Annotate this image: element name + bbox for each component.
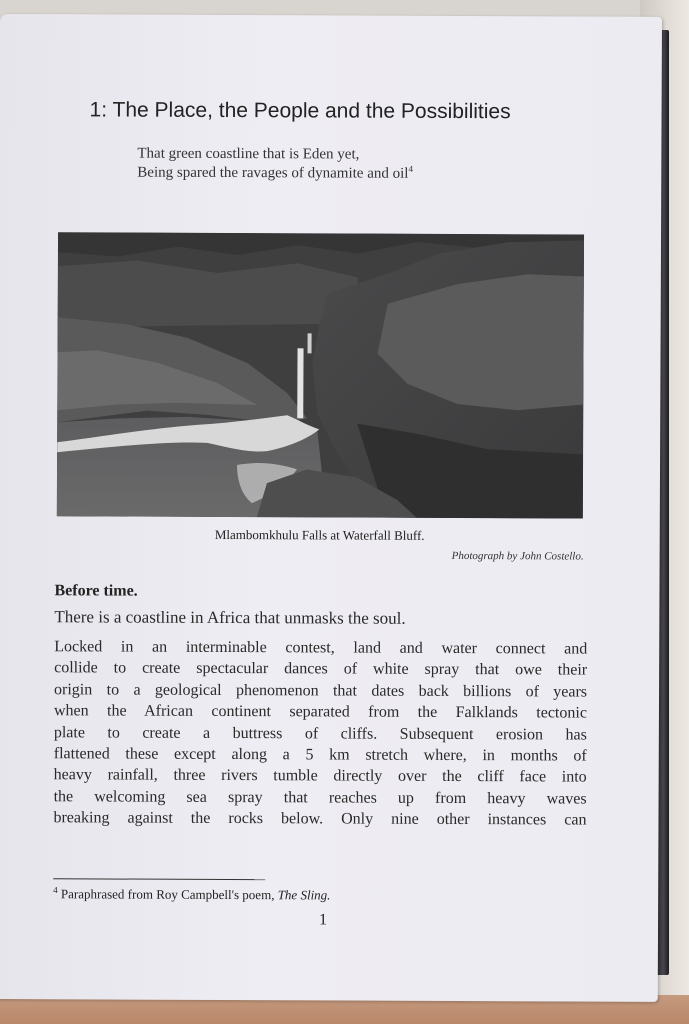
epigraph-line-2-text: Being spared the ravages of dynamite and oil	[137, 164, 409, 182]
chapter-title: 1: The Place, the People and the Possibilities	[89, 98, 511, 124]
epigraph-footnote-marker: 4	[408, 163, 414, 174]
body-line: Locked in an interminable contest, land and water connect and	[54, 638, 588, 658]
body-line: origin to a geological phenomenon that dates back billions of years	[54, 681, 588, 701]
book-page	[0, 14, 662, 1002]
body-line: plate to create a buttress of cliffs. Subsequent erosion has	[53, 723, 587, 744]
footnote-poem-title: The Sling.	[277, 887, 331, 903]
photo-credit: Photograph by John Costello.	[451, 549, 584, 563]
photo-caption: Mlambomkhulu Falls at Waterfall Bluff.	[214, 526, 425, 543]
footnote-text: Paraphrased from Roy Campbell's poem,	[60, 886, 278, 903]
body-line: when the African continent separated from the Falklands tectonic	[53, 702, 587, 722]
intro-sentence: There is a coastline in Africa that unmasks the soul.	[54, 607, 406, 628]
body-line: flattened these except along a 5 km stretch where, in months of	[53, 745, 587, 765]
section-heading: Before time.	[54, 582, 138, 600]
epigraph-line-2	[137, 164, 557, 185]
page-number: 1	[319, 911, 328, 929]
waterfall-photo	[57, 232, 584, 518]
body-paragraph	[53, 636, 587, 831]
waterfall-photo-image	[57, 232, 584, 518]
epigraph-line-1: That green coastline that is Eden yet,	[137, 145, 360, 163]
footnote-marker: 4	[53, 884, 58, 895]
epigraph	[137, 145, 557, 185]
body-line: collide to create spectacular dances of white spray that owe their	[54, 659, 588, 679]
body-line: the welcoming sea spray that reaches up from heavy waves	[53, 788, 587, 808]
body-line: heavy rainfall, three rivers tumble directly over the cliff face into	[53, 766, 587, 787]
body-line: breaking against the rocks below. Only nine other instances can	[53, 809, 587, 829]
footnote-divider	[53, 878, 265, 880]
footnote	[53, 886, 593, 904]
